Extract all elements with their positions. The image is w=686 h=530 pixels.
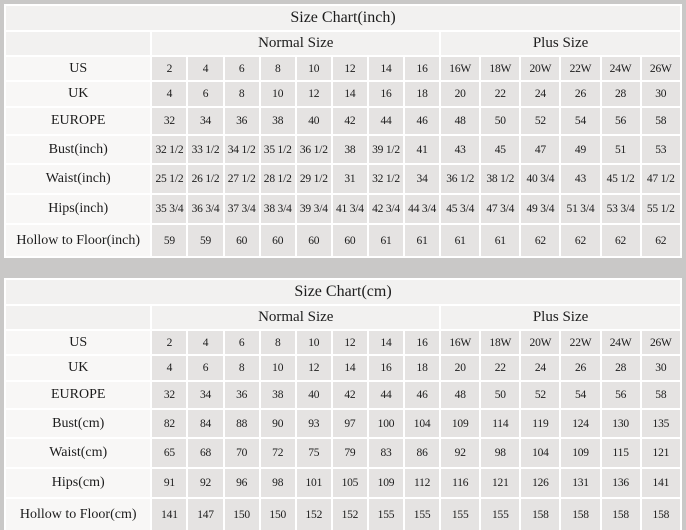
size-value-cell: 8 xyxy=(224,81,260,107)
size-value-cell: 52 xyxy=(520,381,560,409)
size-value-cell: 47 3/4 xyxy=(480,194,520,224)
size-value-cell: 16W xyxy=(440,330,480,355)
size-value-cell: 104 xyxy=(404,409,440,438)
size-value-cell: 6 xyxy=(187,355,223,381)
size-value-cell: 36 3/4 xyxy=(187,194,223,224)
size-value-cell: 158 xyxy=(641,498,681,530)
table-row xyxy=(5,224,681,257)
size-value-cell: 38 xyxy=(332,135,368,164)
row-label: Hips(cm) xyxy=(5,468,151,498)
size-value-cell: 92 xyxy=(440,438,480,468)
size-value-cell: 42 xyxy=(332,381,368,409)
size-value-cell: 115 xyxy=(601,438,641,468)
size-value-cell: 155 xyxy=(440,498,480,530)
size-value-cell: 2 xyxy=(151,330,187,355)
size-value-cell: 4 xyxy=(151,81,187,107)
size-value-cell: 141 xyxy=(151,498,187,530)
size-value-cell: 40 3/4 xyxy=(520,164,560,194)
size-value-cell: 25 1/2 xyxy=(151,164,187,194)
size-value-cell: 59 xyxy=(187,224,223,257)
size-value-cell: 114 xyxy=(480,409,520,438)
size-value-cell: 83 xyxy=(368,438,404,468)
size-value-cell: 50 xyxy=(480,381,520,409)
size-value-cell: 86 xyxy=(404,438,440,468)
size-value-cell: 26 1/2 xyxy=(187,164,223,194)
size-value-cell: 68 xyxy=(187,438,223,468)
size-value-cell: 48 xyxy=(440,107,480,135)
size-value-cell: 18 xyxy=(404,355,440,381)
plus-size-header: Plus Size xyxy=(440,305,681,330)
size-value-cell: 70 xyxy=(224,438,260,468)
size-value-cell: 36 xyxy=(224,381,260,409)
size-value-cell: 61 xyxy=(404,224,440,257)
table-row xyxy=(5,81,681,107)
size-value-cell: 33 1/2 xyxy=(187,135,223,164)
size-value-cell: 32 xyxy=(151,107,187,135)
size-value-cell: 47 xyxy=(520,135,560,164)
size-value-cell: 42 3/4 xyxy=(368,194,404,224)
size-value-cell: 59 xyxy=(151,224,187,257)
table-row xyxy=(5,468,681,498)
size-value-cell: 16 xyxy=(404,330,440,355)
size-value-cell: 82 xyxy=(151,409,187,438)
size-value-cell: 34 xyxy=(404,164,440,194)
size-value-cell: 84 xyxy=(187,409,223,438)
size-value-cell: 46 xyxy=(404,381,440,409)
size-value-cell: 88 xyxy=(224,409,260,438)
size-value-cell: 150 xyxy=(224,498,260,530)
size-value-cell: 79 xyxy=(332,438,368,468)
size-value-cell: 92 xyxy=(187,468,223,498)
size-value-cell: 96 xyxy=(224,468,260,498)
size-value-cell: 93 xyxy=(296,409,332,438)
size-value-cell: 43 xyxy=(440,135,480,164)
size-value-cell: 150 xyxy=(260,498,296,530)
size-value-cell: 54 xyxy=(560,381,600,409)
size-value-cell: 26 xyxy=(560,355,600,381)
table-title: Size Chart(inch) xyxy=(5,5,681,31)
size-value-cell: 36 xyxy=(224,107,260,135)
size-value-cell: 121 xyxy=(641,438,681,468)
size-value-cell: 61 xyxy=(480,224,520,257)
size-value-cell: 98 xyxy=(260,468,296,498)
size-value-cell: 135 xyxy=(641,409,681,438)
size-value-cell: 51 xyxy=(601,135,641,164)
size-value-cell: 2 xyxy=(151,56,187,81)
size-value-cell: 18W xyxy=(480,330,520,355)
plus-size-header: Plus Size xyxy=(440,31,681,56)
corner-cell xyxy=(5,305,151,330)
size-value-cell: 152 xyxy=(296,498,332,530)
size-value-cell: 101 xyxy=(296,468,332,498)
size-value-cell: 38 xyxy=(260,107,296,135)
size-value-cell: 152 xyxy=(332,498,368,530)
size-value-cell: 55 1/2 xyxy=(641,194,681,224)
table-row xyxy=(5,107,681,135)
size-value-cell: 28 xyxy=(601,81,641,107)
size-value-cell: 8 xyxy=(260,56,296,81)
size-value-cell: 44 xyxy=(368,107,404,135)
size-value-cell: 158 xyxy=(601,498,641,530)
table-row xyxy=(5,355,681,381)
size-value-cell: 46 xyxy=(404,107,440,135)
table-title-row xyxy=(5,5,681,31)
size-value-cell: 158 xyxy=(520,498,560,530)
size-value-cell: 141 xyxy=(641,468,681,498)
size-value-cell: 16 xyxy=(368,355,404,381)
size-value-cell: 12 xyxy=(332,56,368,81)
size-value-cell: 32 xyxy=(151,381,187,409)
row-label: UK xyxy=(5,355,151,381)
size-value-cell: 30 xyxy=(641,81,681,107)
size-value-cell: 8 xyxy=(224,355,260,381)
size-value-cell: 109 xyxy=(440,409,480,438)
table-row xyxy=(5,438,681,468)
size-value-cell: 90 xyxy=(260,409,296,438)
size-value-cell: 47 1/2 xyxy=(641,164,681,194)
size-value-cell: 16 xyxy=(368,81,404,107)
size-value-cell: 37 3/4 xyxy=(224,194,260,224)
size-value-cell: 24 xyxy=(520,355,560,381)
size-value-cell: 65 xyxy=(151,438,187,468)
size-value-cell: 20W xyxy=(520,330,560,355)
size-value-cell: 28 xyxy=(601,355,641,381)
size-value-cell: 51 3/4 xyxy=(560,194,600,224)
size-value-cell: 112 xyxy=(404,468,440,498)
size-value-cell: 34 xyxy=(187,381,223,409)
size-value-cell: 97 xyxy=(332,409,368,438)
table-row xyxy=(5,56,681,81)
row-label: UK xyxy=(5,81,151,107)
size-value-cell: 109 xyxy=(560,438,600,468)
size-value-cell: 75 xyxy=(296,438,332,468)
size-value-cell: 24 xyxy=(520,81,560,107)
size-value-cell: 130 xyxy=(601,409,641,438)
size-value-cell: 4 xyxy=(187,56,223,81)
size-chart-cm-table xyxy=(4,278,682,530)
size-value-cell: 147 xyxy=(187,498,223,530)
size-chart-inch-table xyxy=(4,4,682,258)
size-value-cell: 14 xyxy=(368,56,404,81)
size-value-cell: 26W xyxy=(641,56,681,81)
table-row xyxy=(5,135,681,164)
size-value-cell: 45 1/2 xyxy=(601,164,641,194)
size-value-cell: 155 xyxy=(480,498,520,530)
size-value-cell: 62 xyxy=(641,224,681,257)
size-value-cell: 26 xyxy=(560,81,600,107)
size-value-cell: 31 xyxy=(332,164,368,194)
size-value-cell: 20W xyxy=(520,56,560,81)
size-value-cell: 10 xyxy=(260,81,296,107)
row-label: Hollow to Floor(inch) xyxy=(5,224,151,257)
size-value-cell: 48 xyxy=(440,381,480,409)
size-value-cell: 22W xyxy=(560,330,600,355)
size-value-cell: 60 xyxy=(332,224,368,257)
size-value-cell: 155 xyxy=(404,498,440,530)
table-title-row xyxy=(5,279,681,305)
size-value-cell: 45 3/4 xyxy=(440,194,480,224)
size-value-cell: 14 xyxy=(332,81,368,107)
size-value-cell: 62 xyxy=(560,224,600,257)
row-label: US xyxy=(5,56,151,81)
size-value-cell: 109 xyxy=(368,468,404,498)
size-value-cell: 42 xyxy=(332,107,368,135)
normal-size-header: Normal Size xyxy=(151,31,440,56)
size-value-cell: 38 3/4 xyxy=(260,194,296,224)
size-value-cell: 34 1/2 xyxy=(224,135,260,164)
size-value-cell: 105 xyxy=(332,468,368,498)
row-label: EUROPE xyxy=(5,107,151,135)
size-value-cell: 41 xyxy=(404,135,440,164)
table-row xyxy=(5,164,681,194)
size-value-cell: 36 1/2 xyxy=(296,135,332,164)
size-value-cell: 58 xyxy=(641,107,681,135)
size-value-cell: 100 xyxy=(368,409,404,438)
size-value-cell: 14 xyxy=(332,355,368,381)
size-value-cell: 60 xyxy=(260,224,296,257)
size-value-cell: 28 1/2 xyxy=(260,164,296,194)
size-value-cell: 35 3/4 xyxy=(151,194,187,224)
size-value-cell: 24W xyxy=(601,330,641,355)
size-value-cell: 32 1/2 xyxy=(151,135,187,164)
table-row xyxy=(5,194,681,224)
size-value-cell: 52 xyxy=(520,107,560,135)
row-label: Bust(inch) xyxy=(5,135,151,164)
size-value-cell: 121 xyxy=(480,468,520,498)
size-value-cell: 44 xyxy=(368,381,404,409)
row-label: Waist(cm) xyxy=(5,438,151,468)
size-value-cell: 8 xyxy=(260,330,296,355)
size-value-cell: 12 xyxy=(332,330,368,355)
size-value-cell: 4 xyxy=(151,355,187,381)
size-value-cell: 50 xyxy=(480,107,520,135)
row-label: Waist(inch) xyxy=(5,164,151,194)
size-value-cell: 38 1/2 xyxy=(480,164,520,194)
size-value-cell: 49 xyxy=(560,135,600,164)
table-row xyxy=(5,330,681,355)
size-value-cell: 29 1/2 xyxy=(296,164,332,194)
size-value-cell: 131 xyxy=(560,468,600,498)
size-group-header-row xyxy=(5,305,681,330)
size-value-cell: 4 xyxy=(187,330,223,355)
size-value-cell: 41 3/4 xyxy=(332,194,368,224)
size-value-cell: 155 xyxy=(368,498,404,530)
size-value-cell: 27 1/2 xyxy=(224,164,260,194)
size-value-cell: 91 xyxy=(151,468,187,498)
size-value-cell: 14 xyxy=(368,330,404,355)
size-value-cell: 158 xyxy=(560,498,600,530)
size-value-cell: 12 xyxy=(296,81,332,107)
corner-cell xyxy=(5,31,151,56)
size-value-cell: 35 1/2 xyxy=(260,135,296,164)
row-label: EUROPE xyxy=(5,381,151,409)
size-value-cell: 6 xyxy=(224,56,260,81)
size-value-cell: 24W xyxy=(601,56,641,81)
size-value-cell: 126 xyxy=(520,468,560,498)
size-value-cell: 53 xyxy=(641,135,681,164)
normal-size-header: Normal Size xyxy=(151,305,440,330)
size-value-cell: 10 xyxy=(260,355,296,381)
size-value-cell: 34 xyxy=(187,107,223,135)
size-value-cell: 36 1/2 xyxy=(440,164,480,194)
size-value-cell: 98 xyxy=(480,438,520,468)
size-value-cell: 40 xyxy=(296,381,332,409)
table-row xyxy=(5,498,681,530)
size-value-cell: 26W xyxy=(641,330,681,355)
size-value-cell: 61 xyxy=(368,224,404,257)
size-value-cell: 104 xyxy=(520,438,560,468)
size-value-cell: 20 xyxy=(440,355,480,381)
size-value-cell: 10 xyxy=(296,330,332,355)
size-value-cell: 43 xyxy=(560,164,600,194)
size-value-cell: 20 xyxy=(440,81,480,107)
size-value-cell: 22W xyxy=(560,56,600,81)
size-value-cell: 6 xyxy=(187,81,223,107)
size-value-cell: 39 1/2 xyxy=(368,135,404,164)
size-value-cell: 62 xyxy=(520,224,560,257)
size-value-cell: 12 xyxy=(296,355,332,381)
size-value-cell: 6 xyxy=(224,330,260,355)
size-value-cell: 124 xyxy=(560,409,600,438)
size-value-cell: 44 3/4 xyxy=(404,194,440,224)
size-value-cell: 32 1/2 xyxy=(368,164,404,194)
size-value-cell: 53 3/4 xyxy=(601,194,641,224)
size-value-cell: 18 xyxy=(404,81,440,107)
row-label: US xyxy=(5,330,151,355)
size-value-cell: 56 xyxy=(601,107,641,135)
size-value-cell: 22 xyxy=(480,355,520,381)
table-row xyxy=(5,409,681,438)
size-value-cell: 54 xyxy=(560,107,600,135)
row-label: Hips(inch) xyxy=(5,194,151,224)
size-value-cell: 62 xyxy=(601,224,641,257)
size-value-cell: 10 xyxy=(296,56,332,81)
size-value-cell: 49 3/4 xyxy=(520,194,560,224)
size-value-cell: 58 xyxy=(641,381,681,409)
size-value-cell: 39 3/4 xyxy=(296,194,332,224)
size-value-cell: 18W xyxy=(480,56,520,81)
size-value-cell: 72 xyxy=(260,438,296,468)
size-value-cell: 61 xyxy=(440,224,480,257)
table-title: Size Chart(cm) xyxy=(5,279,681,305)
size-value-cell: 56 xyxy=(601,381,641,409)
size-value-cell: 16W xyxy=(440,56,480,81)
size-value-cell: 45 xyxy=(480,135,520,164)
row-label: Hollow to Floor(cm) xyxy=(5,498,151,530)
size-value-cell: 22 xyxy=(480,81,520,107)
row-label: Bust(cm) xyxy=(5,409,151,438)
size-value-cell: 60 xyxy=(224,224,260,257)
size-value-cell: 60 xyxy=(296,224,332,257)
size-value-cell: 119 xyxy=(520,409,560,438)
size-value-cell: 116 xyxy=(440,468,480,498)
size-group-header-row xyxy=(5,31,681,56)
size-value-cell: 30 xyxy=(641,355,681,381)
size-value-cell: 16 xyxy=(404,56,440,81)
size-value-cell: 40 xyxy=(296,107,332,135)
size-value-cell: 38 xyxy=(260,381,296,409)
size-value-cell: 136 xyxy=(601,468,641,498)
table-row xyxy=(5,381,681,409)
